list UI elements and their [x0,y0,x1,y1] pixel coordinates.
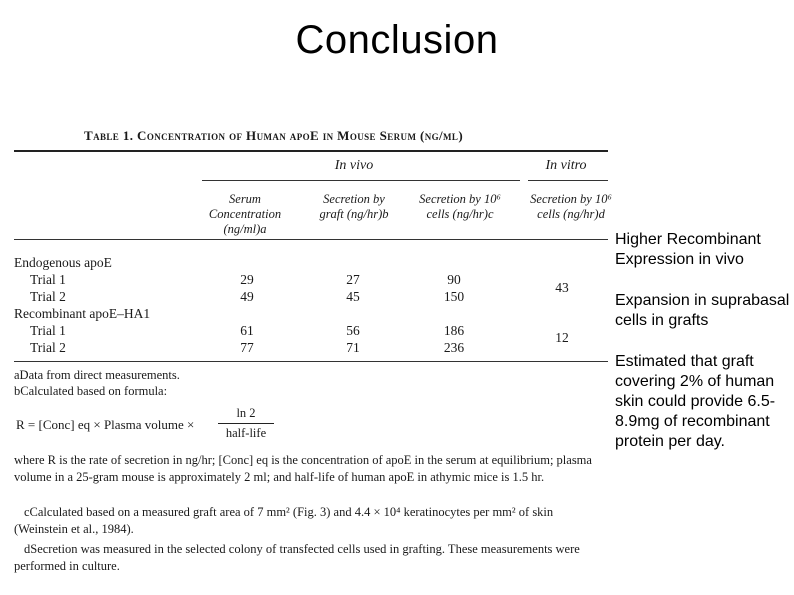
group-label-in-vitro: In vitro [545,158,587,173]
table-cell: 186 [443,323,465,338]
header-rule [14,239,608,240]
table-cell: 29 [240,272,254,287]
table-cell: 45 [346,289,360,304]
formula-fraction-bar [218,423,274,424]
footnote-b: bCalculated based on formula: [14,384,168,398]
table-cell: 150 [443,289,465,304]
row-label: Trial 2 [30,340,66,355]
footnote-where: where R is the rate of secretion in ng/hr; [Conc] eq is the concentration of apoE in the serum at equilibrium; plasma volume in a 25-gram mouse is approximately 2 ml; and half-life of human apoE in athymic mice is 1.5 hr. [14,453,592,484]
table-caption: Table 1. Concentration of Human apoE in Mouse Serum (ng/ml) [84,128,464,143]
footnote-a: aData from direct measurements. [14,368,180,382]
table-top-rule [14,150,608,152]
table-cell: 71 [346,340,360,355]
table-cell: 61 [240,323,254,338]
formula-denominator: half-life [225,426,267,440]
formula-left: R = [Conc] eq × Plasma volume × [16,417,195,432]
header-secretion-per-cells-vivo: Secretion by 10⁶ cells (ng/hr)c [419,192,501,221]
table-cell: 90 [447,272,461,287]
table-cell-in-vitro: 43 [555,280,569,295]
bullet-item: Expansion in suprabasal cells in grafts [615,292,790,329]
row-label: Trial 1 [30,323,66,338]
bullet-item: Estimated that graft covering 2% of human skin could provide 6.5-8.9mg of recombinant protein per day. [615,353,776,450]
row-label: Recombinant apoE–HA1 [14,306,151,321]
conclusion-bullets [615,230,791,473]
table-cell: 236 [443,340,465,355]
table-cell: 56 [346,323,360,338]
header-serum-concentration: Serum Concentration (ng/ml)a [208,192,282,236]
header-secretion-by-graft: Secretion by graft (ng/hr)b [319,192,389,221]
formula-numerator: ln 2 [236,406,256,420]
table-scan [14,122,612,584]
slide-title: Conclusion [295,18,499,62]
header-secretion-per-cells-vitro: Secretion by 10⁶ cells (ng/hr)d [530,192,612,221]
row-label: Endogenous apoE [14,255,112,270]
table-cell: 77 [240,340,254,355]
table-cell-in-vitro: 12 [555,330,569,345]
bullet-item: Higher Recombinant Expression in vivo [615,231,761,268]
group-label-in-vivo: In vivo [334,158,374,173]
table-cell: 49 [240,289,254,304]
table-cell: 27 [346,272,360,287]
footnote-c: cCalculated based on a measured graft area of 7 mm² (Fig. 3) and 4.4 × 10⁴ keratinocytes per mm² of skin (Weinstein et al., 1984). [14,505,554,536]
table-bottom-rule [14,361,608,362]
row-label: Trial 1 [30,272,66,287]
group-rule-in-vitro [528,180,608,181]
row-label: Trial 2 [30,289,66,304]
group-rule-in-vivo [202,180,520,181]
footnote-d: dSecretion was measured in the selected colony of transfected cells used in grafting. These measurements were performed in culture. [14,542,580,573]
